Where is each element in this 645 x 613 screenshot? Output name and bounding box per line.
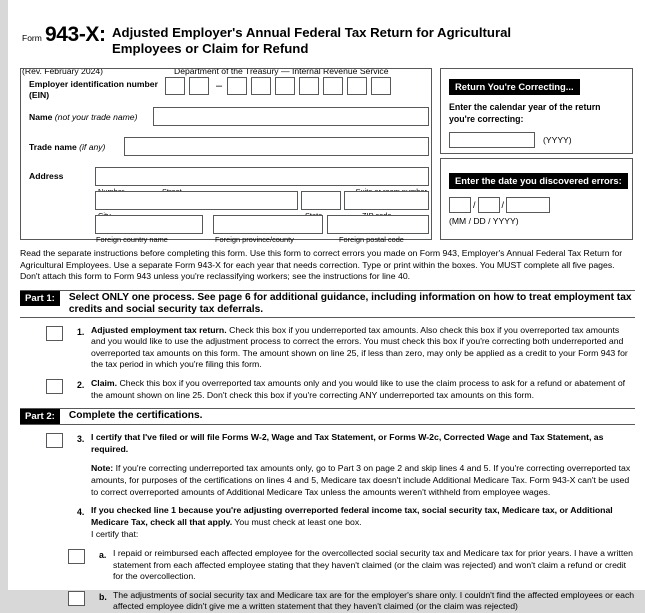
line-4b [20,590,635,613]
name-label [29,112,149,122]
date-month-input[interactable] [449,197,471,213]
line-4b-text: The adjustments of social security tax and Medicare tax are for the employer's share only. I couldn't find the affected employees or each affected employee didn't give me a written statement that they haven't claimed (or the claim was rejected) [113,589,635,612]
part-1-title: Select ONLY one process. See page 6 for additional guidance, including information on how to treat employment tax credits and social security tax deferrals. [68,291,632,316]
part-2-header [20,408,635,425]
ein-label-line1: Employer identification number [29,79,158,89]
name-input[interactable] [153,107,429,126]
city-input[interactable] [95,191,298,210]
calendar-year-row [449,132,624,148]
ein-digit-5[interactable] [275,77,295,95]
note-text: If you're correcting underreported tax amounts only, go to Part 3 on page 2 and skip lines 4 and 5. If you're correcting overreported tax amounts, for purposes of the certifications on lines 4 and 5, Medicare tax doesn't include Additional Medicare Tax. Form 943-X can't be used to correct overreported amounts of Additional Medicare Tax unless the amounts weren't withheld from employee wages. [91,463,631,497]
address-row [29,167,431,244]
foreign-postal-wrap [327,215,429,244]
ein-digit-6[interactable] [299,77,319,95]
line-1-body: Check this box if you underreported tax amounts. Also check this box if you overreported tax amounts and you would like to use the adjustment process to correct the errors. You must check this box if you're correcting both underreported and overreported tax amounts on this form. The amount shown on line 25, if less than zero, may only be applied as a credit to your Form 943 for the tax period in which you're filing this form. [91,324,628,370]
line-2-text [91,378,635,401]
line-3-number: 3. [77,434,85,445]
form-page [8,0,645,612]
trade-name-input[interactable] [124,137,429,156]
name-label-text: Name [29,112,53,122]
line-4 [20,505,635,541]
line-4-certify-label: I certify that: [91,529,139,540]
return-correcting-header: Return You're Correcting... [449,79,580,95]
date-slash-2: / [501,200,505,210]
entity-section [18,68,635,244]
line-4a-checkbox[interactable] [68,549,85,564]
date-discovered-row [449,197,624,213]
calendar-year-input[interactable] [449,132,535,148]
trade-name-label-hint: (if any) [79,142,106,152]
ein-input-group[interactable] [165,77,395,95]
ein-digit-1[interactable] [165,77,185,95]
line-3-checkbox[interactable] [46,433,63,448]
date-year-input[interactable] [506,197,550,213]
line-4-text [91,505,635,528]
line-2-checkbox[interactable] [46,379,63,394]
foreign-province-wrap [213,215,323,244]
ein-label-line2: (EIN) [29,90,50,100]
form-number: 943-X: [45,23,106,46]
state-input[interactable] [301,191,341,210]
ein-digit-7[interactable] [323,77,343,95]
note-label: Note: [91,463,114,474]
address-line-1 [95,167,429,186]
ein-digit-8[interactable] [347,77,367,95]
return-correcting-panel [440,68,633,154]
line-1 [20,325,635,371]
ein-label [29,79,159,101]
line-2-body: Check this box if you overreported tax amounts only and you would like to use the claim process to ask for a refund or abatement of the amount shown on line 25. Don't check this box if you're correcting ANY underreported tax amounts on this form. [91,377,626,400]
zip-input[interactable] [344,191,429,210]
date-day-input[interactable] [478,197,500,213]
foreign-country-input[interactable] [95,215,203,234]
date-discovered-header: Enter the date you discovered errors: [449,173,628,189]
part-1-tag: Part 1: [20,291,60,306]
foreign-postal-input[interactable] [327,215,429,234]
caption-foreign-province: Foreign province/county [215,235,294,244]
line-4a [20,548,635,583]
date-discovered-panel [440,158,633,240]
ein-dash: – [215,80,223,92]
agency-line: Department of the Treasury — Internal Revenue Service [174,66,389,76]
caption-foreign-postal: Foreign postal code [339,235,404,244]
line-4-bold-lead: If you checked line 1 because you're adjusting overreported federal income tax, social security tax, Medicare tax, or Additional Medicare Tax, check all that apply. [91,505,613,527]
foreign-province-input[interactable] [213,215,323,234]
ein-digit-4[interactable] [251,77,271,95]
entity-box [20,68,432,244]
line-3-text: I certify that I've filed or will file Forms W-2, Wage and Tax Statement, or Forms W-2c, Corrected Wage and Tax Statement, as required. [91,432,604,454]
part-2-tag: Part 2: [20,409,60,424]
form-label: Form [22,33,42,43]
zip-wrap [344,191,429,210]
city-wrap [95,191,298,210]
form-header [8,0,645,76]
state-wrap [301,191,341,210]
line-4-number: 4. [77,507,85,518]
line-1-bold-lead: Adjusted employment tax return. [91,324,227,335]
part-2-note [91,463,635,498]
ein-digit-2[interactable] [189,77,209,95]
ein-digit-9[interactable] [371,77,391,95]
revision-date: (Rev. February 2024) [22,66,104,76]
intro-paragraph: Read the separate instructions before completing this form. Use this form to correct errors you made on Form 943, Employer's Annual Federal Tax Return for Agricultural Employees. Use a separate Form 943-X for each year that needs correction. Type or print within the boxes. You MUST complete all five pages. Don't attach this form to Form 943 unless you're reclassifying workers; see the instructions for line 40. [20,248,623,282]
line-4-body: You must check at least one box. [232,516,362,527]
trade-name-label-text: Trade name [29,142,77,152]
line-3 [20,432,635,455]
caption-foreign-country: Foreign country name [96,235,168,244]
line-2 [20,378,635,401]
part-1-header [20,290,635,318]
line-4a-text: I repaid or reimbursed each affected employee for the overcollected social security tax and Medicare tax for prior years. I have a written statement from each affected employee stating that they haven't claimed (or the claim was rejected) and won't claim a refund or credit for the overcollection. [113,547,633,582]
line-1-text [91,325,635,371]
name-label-hint: (not your trade name) [54,112,138,122]
calendar-year-caption: (YYYY) [543,135,572,145]
page-title: Adjusted Employer's Annual Federal Tax Return for Agricultural Employees or Claim for Refund [112,25,512,56]
date-slash-1: / [473,200,476,210]
line-1-number: 1. [77,326,85,337]
line-4b-number: b. [99,591,107,602]
street-input[interactable] [95,167,429,186]
line-4a-number: a. [99,549,107,560]
trade-name-label [29,142,119,152]
line-4b-checkbox[interactable] [68,591,85,606]
address-label: Address [29,171,64,181]
line-2-number: 2. [77,379,85,390]
ein-digit-3[interactable] [227,77,247,95]
foreign-country-wrap [95,215,203,244]
line-1-checkbox[interactable] [46,326,63,341]
return-correcting-instruction: Enter the calendar year of the return you're correcting: [449,102,601,124]
date-discovered-caption: (MM / DD / YYYY) [449,216,519,226]
line-2-bold-lead: Claim. [91,377,118,388]
part-2-title: Complete the certifications. [68,410,203,422]
